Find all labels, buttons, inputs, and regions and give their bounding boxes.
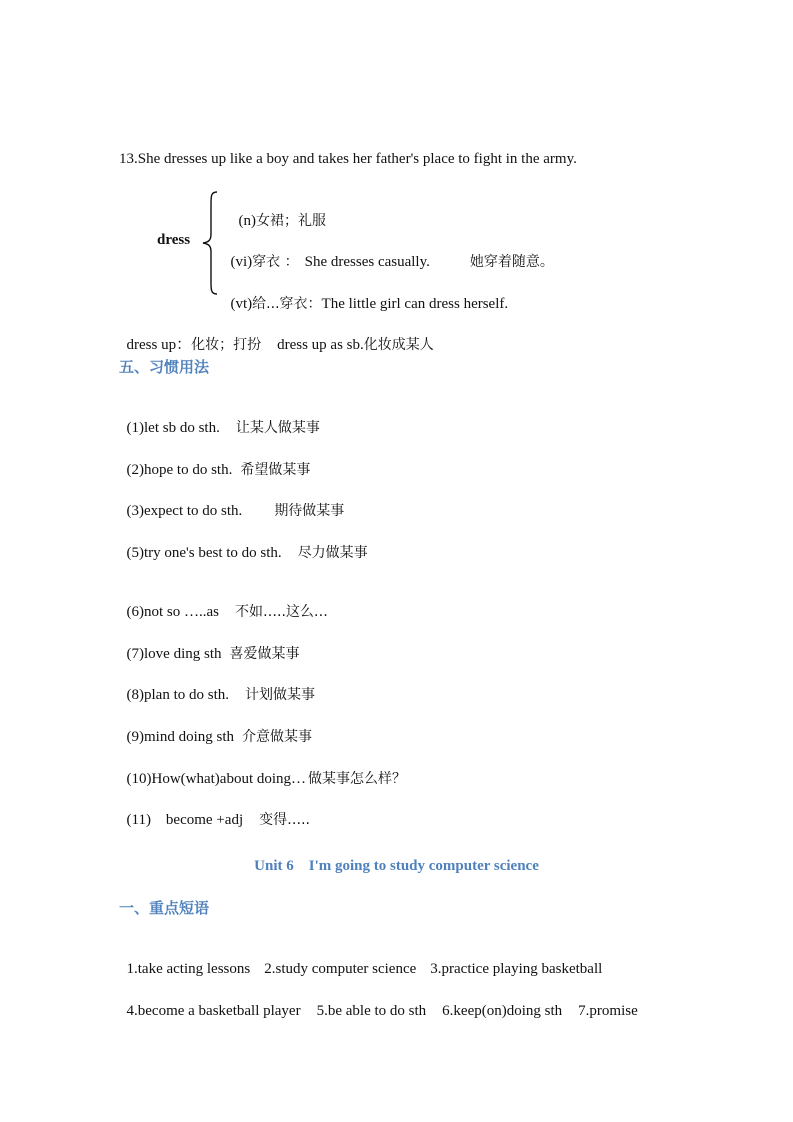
usage-cn: 尽力做某事 (297, 545, 368, 561)
usage-en: (9)mind doing sth (126, 729, 234, 745)
usage-cn: 不如…..这么… (235, 604, 328, 620)
usage-item (119, 624, 300, 664)
phrase-item: 3.practice playing basketball (430, 961, 603, 977)
usage-en: (1)let sb do sth. (126, 420, 220, 436)
section-heading-usage: 五、习惯用法 (119, 358, 210, 376)
definition-vi (223, 232, 554, 272)
dress-up-line (119, 315, 434, 355)
example-en: She dresses casually. (304, 254, 430, 270)
vocab-word-dress: dress (157, 232, 191, 248)
usage-item (119, 582, 328, 622)
usage-cn: 做某事怎么样？ (308, 771, 407, 787)
example-en: The little girl can dress herself. (321, 296, 509, 312)
usage-item (119, 665, 315, 705)
phrases-line-2 (119, 981, 638, 1021)
pos-label: (vi) (230, 254, 253, 270)
phrase-item: 5.be able to do sth (316, 1003, 427, 1019)
usage-en: (3)expect to do sth. (126, 503, 243, 519)
meaning-cn: 女裙；礼服 (256, 213, 326, 229)
usage-item (119, 398, 320, 438)
meaning-cn: 给...穿衣： (252, 296, 322, 312)
curly-brace-icon (199, 190, 221, 296)
usage-item (119, 749, 406, 789)
pos-label: (n) (238, 213, 256, 229)
usage-item (119, 481, 344, 521)
meaning-cn: 穿衣 ： (252, 254, 299, 270)
usage-cn: 期待做某事 (274, 503, 345, 519)
phrase-cn: 化妆；打扮 (191, 337, 262, 353)
pos-label: (vt) (230, 296, 253, 312)
usage-cn: 让某人做某事 (235, 420, 320, 436)
phrase-item: 4.become a basketball player (126, 1003, 301, 1019)
phrase-cn: 化妆成某人 (363, 337, 434, 353)
usage-cn: 介意做某事 (242, 729, 312, 745)
unit-title: Unit 6 I'm going to study computer science (254, 858, 539, 874)
usage-en: (5)try one's best to do sth. (126, 545, 282, 561)
usage-en: (8)plan to do sth. (126, 687, 229, 703)
phrases-line-1 (119, 939, 602, 979)
phrase-item: 7.promise (578, 1003, 638, 1019)
phrase-item: 6.keep(on)doing sth (442, 1003, 563, 1019)
usage-item (119, 707, 312, 747)
usage-en: (10)How(what)about doing… (126, 771, 307, 787)
usage-cn: 希望做某事 (240, 462, 311, 478)
usage-en: (11) become +adj (126, 812, 244, 828)
section-heading-key-phrases: 一、重点短语 (119, 899, 210, 917)
definition-vt (223, 274, 508, 314)
example-sentence-13: 13.She dresses up like a boy and takes her father's place to fight in the army. (119, 151, 577, 167)
usage-en: (6)not so …..as (126, 604, 219, 620)
phrase-item: 1.take acting lessons (126, 961, 251, 977)
usage-cn: 计划做某事 (245, 687, 315, 703)
usage-item (119, 790, 310, 830)
phrase-en: dress up as sb. (277, 337, 364, 353)
example-cn: 她穿着随意。 (469, 254, 554, 270)
definition-noun (231, 191, 326, 231)
phrase-item: 2.study computer science (264, 961, 417, 977)
usage-item (119, 523, 368, 563)
usage-en: (2)hope to do sth. (126, 462, 233, 478)
usage-cn: 变得….. (259, 812, 311, 828)
usage-item (119, 440, 310, 480)
usage-cn: 喜爱做某事 (229, 646, 300, 662)
phrase-en: dress up： (126, 337, 192, 353)
usage-en: (7)love ding sth (126, 646, 222, 662)
